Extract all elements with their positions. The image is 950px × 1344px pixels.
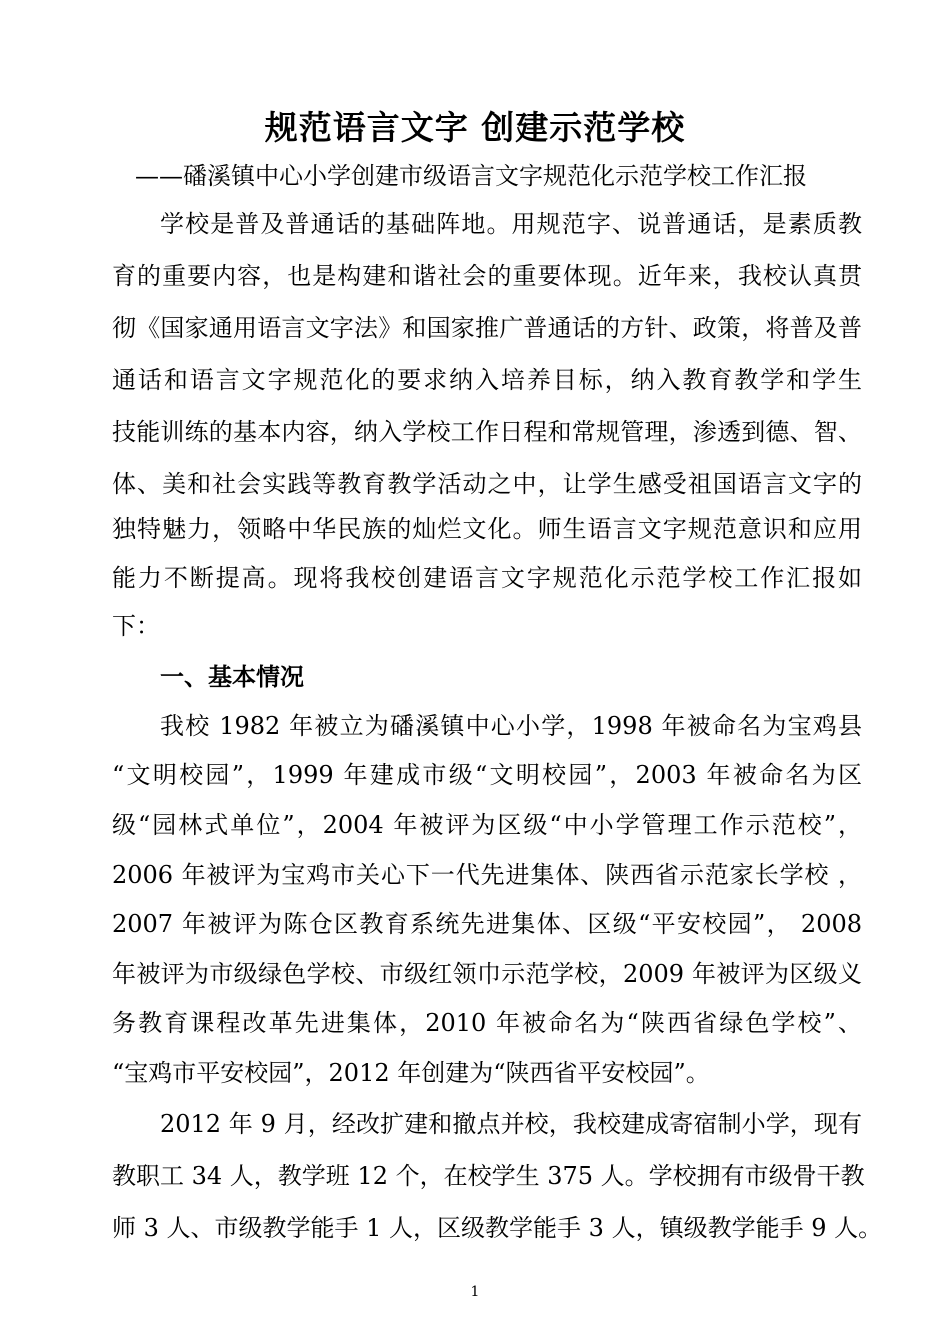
section1-line: “文明校园”，1999 年建成市级“文明校园”，2003 年被命名为区: [112, 761, 862, 789]
intro-line: 育的重要内容，也是构建和谐社会的重要体现。近年来，我校认真贯: [112, 262, 862, 290]
intro-line: 通话和语言文字规范化的要求纳入培养目标，纳入教育教学和学生: [112, 366, 862, 394]
section1-line: 级“园林式单位”，2004 年被评为区级“中小学管理工作示范校”，: [112, 811, 862, 839]
intro-line: 彻《国家通用语言文字法》和国家推广普通话的方针、政策，将普及普: [112, 314, 862, 342]
section1-line: “宝鸡市平安校园”，2012 年创建为“陕西省平安校园”。: [112, 1059, 710, 1087]
intro-line: 下：: [112, 612, 160, 640]
intro-line: 能力不断提高。现将我校创建语言文字规范化示范学校工作汇报如: [112, 564, 862, 592]
intro-line: 体、美和社会实践等教育教学活动之中，让学生感受祖国语言文字的: [112, 470, 862, 498]
section1-line: 年被评为市级绿色学校、市级红领巾示范学校，2009 年被评为区级义: [112, 960, 862, 988]
section1-line: 务教育课程改革先进集体，2010 年被命名为“陕西省绿色学校”、: [112, 1009, 862, 1037]
page-number: 1: [470, 1284, 480, 1300]
section2-line: 师 3 人、市级教学能手 1 人，区级教学能手 3 人，镇级教学能手 9 人。: [112, 1214, 883, 1242]
section1-line: 我校 1982 年被立为磻溪镇中心小学，1998 年被命名为宝鸡县: [160, 712, 862, 740]
section2-line: 2012 年 9 月，经改扩建和撤点并校，我校建成寄宿制小学，现有: [160, 1110, 862, 1138]
document-title: 规范语言文字 创建示范学校: [264, 108, 686, 147]
intro-line: 学校是普及普通话的基础阵地。用规范字、说普通话，是素质教: [160, 210, 862, 238]
section2-line: 教职工 34 人，教学班 12 个，在校学生 375 人。学校拥有市级骨干教: [112, 1162, 865, 1190]
section1-line: 2006 年被评为宝鸡市关心下一代先进集体、陕西省示范家长学校 ，: [112, 861, 862, 889]
section1-line: 2007 年被评为陈仓区教育系统先进集体、区级“平安校园”， 2008: [112, 910, 862, 938]
intro-line: 技能训练的基本内容，纳入学校工作日程和常规管理，渗透到德、智、: [112, 418, 862, 446]
intro-line: 独特魅力，领略中华民族的灿烂文化。师生语言文字规范意识和应用: [112, 515, 862, 543]
section-heading: 一、基本情况: [160, 663, 304, 691]
document-subtitle: ——磻溪镇中心小学创建市级语言文字规范化示范学校工作汇报: [135, 162, 807, 190]
